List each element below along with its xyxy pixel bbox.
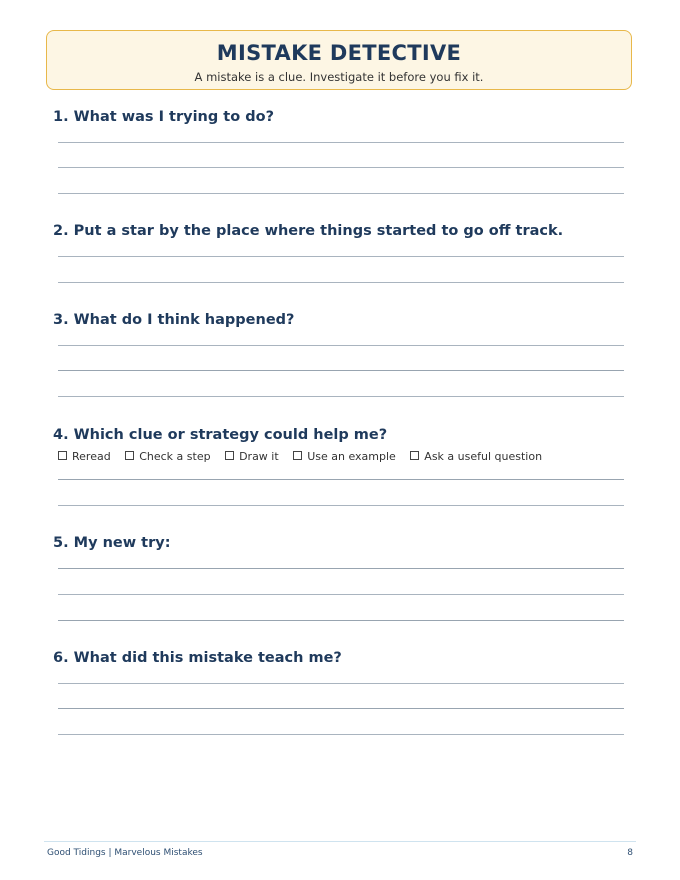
question-5-heading: 5. My new try: (53, 535, 171, 551)
answer-line[interactable] (58, 505, 624, 506)
strategy-option-ask-a-useful-question[interactable] (410, 450, 542, 463)
question-3-heading: 3. What do I think happened? (53, 312, 295, 328)
question-4-heading: 4. Which clue or strategy could help me? (53, 427, 388, 443)
option-label: Reread (72, 450, 111, 463)
answer-line[interactable] (58, 142, 624, 143)
answer-line[interactable] (58, 370, 624, 371)
strategy-option-reread[interactable] (58, 450, 111, 463)
answer-line[interactable] (58, 345, 624, 346)
answer-line[interactable] (58, 193, 624, 194)
strategy-option-check-a-step[interactable] (125, 450, 210, 463)
answer-line[interactable] (58, 167, 624, 168)
answer-line[interactable] (58, 256, 624, 257)
answer-line[interactable] (58, 396, 624, 397)
checkbox-icon[interactable] (293, 451, 302, 460)
checkbox-icon[interactable] (58, 451, 67, 460)
footer-title: Good Tidings | Marvelous Mistakes (47, 848, 203, 858)
page-number: 8 (627, 848, 633, 858)
strategy-option-draw-it[interactable] (225, 450, 279, 463)
answer-line[interactable] (58, 568, 624, 569)
option-label: Ask a useful question (424, 450, 543, 463)
page-title: MISTAKE DETECTIVE (216, 41, 462, 65)
answer-line[interactable] (58, 708, 624, 709)
strategy-checklist (58, 450, 553, 463)
answer-line[interactable] (58, 594, 624, 595)
option-label: Use an example (307, 450, 396, 463)
checkbox-icon[interactable] (225, 451, 234, 460)
option-label: Draw it (239, 450, 279, 463)
option-label: Check a step (139, 450, 211, 463)
strategy-option-use-an-example[interactable] (293, 450, 396, 463)
answer-line[interactable] (58, 282, 624, 283)
answer-line[interactable] (58, 620, 624, 621)
question-1-heading: 1. What was I trying to do? (53, 109, 274, 125)
page-subtitle: A mistake is a clue. Investigate it before you fix it. (194, 70, 484, 84)
checkbox-icon[interactable] (125, 451, 134, 460)
answer-line[interactable] (58, 734, 624, 735)
answer-line[interactable] (58, 683, 624, 684)
question-2-heading: 2. Put a star by the place where things started to go off track. (53, 223, 564, 239)
answer-line[interactable] (58, 479, 624, 480)
checkbox-icon[interactable] (410, 451, 419, 460)
title-banner (46, 30, 632, 90)
footer-divider (44, 841, 636, 842)
question-6-heading: 6. What did this mistake teach me? (53, 650, 342, 666)
